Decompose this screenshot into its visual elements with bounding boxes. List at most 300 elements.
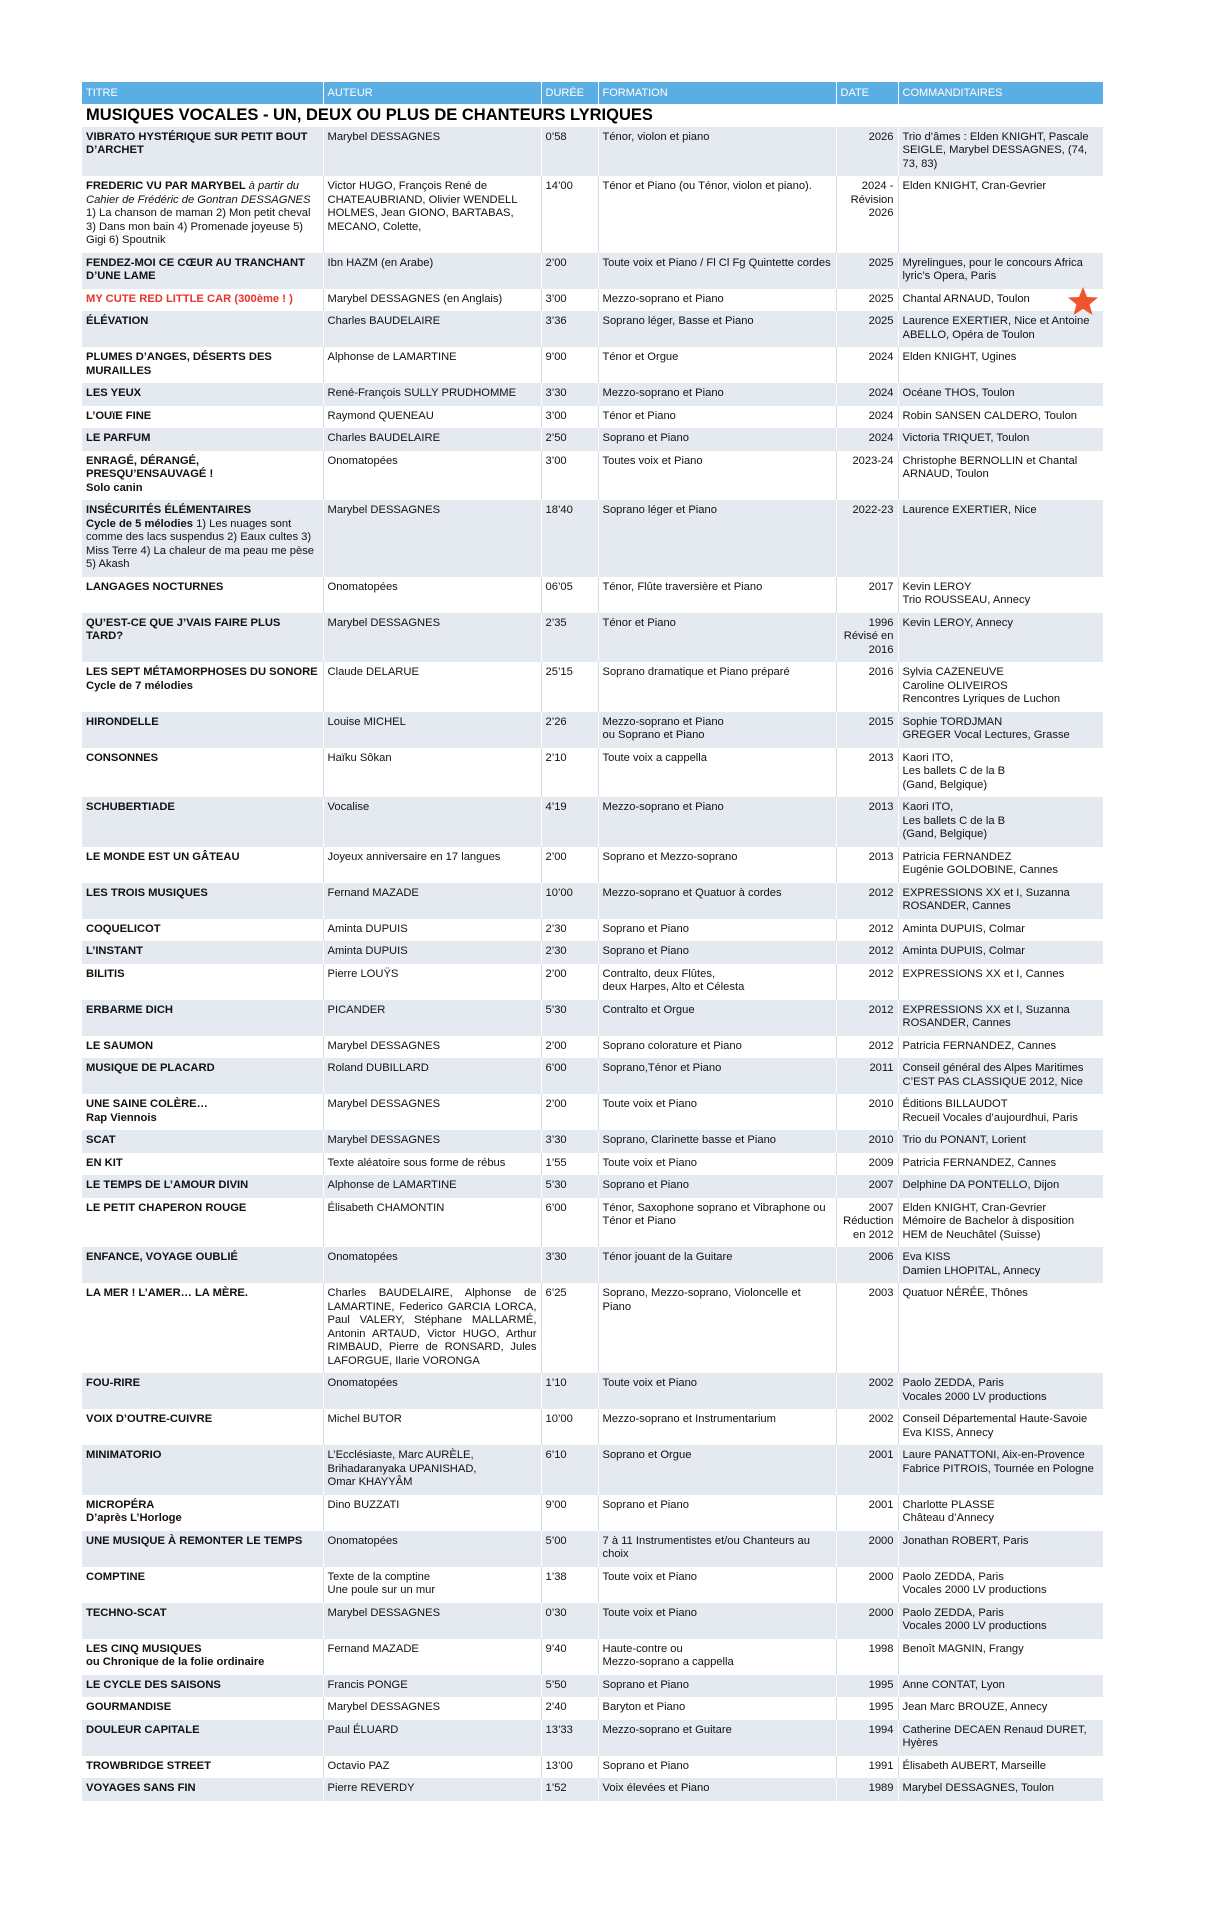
header-duree: DURÉE [541,82,598,104]
cell-commanditaires: Laurence EXERTIER, Nice [898,500,1103,577]
header-auteur: AUTEUR [323,82,541,104]
table-row [82,1697,1103,1720]
work-title: EN KIT [86,1156,123,1169]
table-row [82,1058,1103,1094]
cell-formation: Soprano et Piano [598,1675,836,1698]
table-row [82,1675,1103,1698]
cell-formation [598,712,836,748]
cell-commanditaires-line: GREGER Vocal Lectures, Grasse [902,729,1070,741]
cell-titre [82,712,323,748]
cell-auteur: Claude DELARUE [323,662,541,712]
cell-titre [82,347,323,383]
cell-auteur: Francis PONGE [323,1675,541,1698]
cell-auteur: Onomatopées [323,1247,541,1283]
cell-auteur [323,1445,541,1495]
cell-date: 2016 [836,662,898,712]
cell-date: 1996 Révisé en 2016 [836,613,898,663]
cell-duree: 3’00 [541,406,598,429]
cell-auteur: Charles BAUDELAIRE, Alphonse de LAMARTINE, Federico GARCIA LORCA, Paul VALERY, Stéphane MALLARMÉ, Antonin ARTAUD, Victor HUGO, Arthur RIMBAUD, Pierre de RONSARD, Jules LAFORGUE, Ilarie VORONGA [323,1283,541,1373]
table-row [82,1720,1103,1756]
work-subtitle: D’après L’Horloge [86,1512,182,1524]
cell-date: 2024 [836,347,898,383]
work-title: LE TEMPS DE L’AMOUR DIVIN [86,1179,249,1191]
cell-date: 2024 [836,406,898,429]
table-row [82,289,1103,312]
cell-formation: Voix élevées et Piano [598,1778,836,1801]
cell-duree: 6’00 [541,1058,598,1094]
cell-formation: Mezzo-soprano et Piano [598,797,836,847]
cell-titre [82,964,323,1000]
cell-date: 2002 [836,1409,898,1445]
cell-commanditaires-line: Éditions BILLAUDOT [902,1098,1008,1110]
cell-commanditaires-line: Kevin LEROY [902,580,972,593]
cell-date: 2000 [836,1567,898,1603]
cell-commanditaires-line: Fabrice PITROIS, Tournée en Pologne [902,1462,1094,1475]
section-title: MUSIQUES VOCALES - UN, DEUX OU PLUS DE CHANTEURS LYRIQUES [82,104,1103,127]
cell-titre [82,577,323,613]
cell-date: 2024 [836,383,898,406]
cell-formation: Toute voix et Piano / Fl Cl Fg Quintette cordes [598,253,836,289]
cell-titre [82,451,323,501]
cell-commanditaires-line: Laure PANATTONI, Aix-en-Provence [902,1449,1085,1461]
cell-duree: 10’00 [541,1409,598,1445]
cell-commanditaires [898,1373,1103,1409]
cell-commanditaires: EXPRESSIONS XX et I, Suzanna ROSANDER, Cannes [898,1000,1103,1036]
cell-formation-line: ou Soprano et Piano [602,729,705,741]
table-row [82,347,1103,383]
table-row [82,1247,1103,1283]
cell-auteur: Louise MICHEL [323,712,541,748]
cell-commanditaires-line: Vocales 2000 LV productions [902,1584,1047,1596]
cell-commanditaires: Trio du PONANT, Lorient [898,1130,1103,1153]
cell-titre [82,1756,323,1779]
cell-auteur: Marybel DESSAGNES (en Anglais) [323,289,541,312]
table-row [82,1756,1103,1779]
work-title: ENRAGÉ, DÉRANGÉ, PRESQU’ENSAUVAGÉ ! [86,454,214,480]
work-title-note: à partir du Cahier de Frédéric de Gontran DESSAGNES [86,180,311,206]
work-title: L’INSTANT [86,945,143,957]
cell-date: 2012 [836,964,898,1000]
table-row [82,311,1103,347]
cell-duree: 2’26 [541,712,598,748]
work-title: COMPTINE [86,1570,146,1583]
cell-formation: Soprano et Piano [598,428,836,451]
cell-formation: Toute voix et Piano [598,1094,836,1130]
cell-formation: Baryton et Piano [598,1697,836,1720]
work-title: GOURMANDISE [86,1701,172,1713]
table-body [82,104,1103,1801]
cell-auteur: Fernand MAZADE [323,1639,541,1675]
cell-formation: Soprano et Piano [598,919,836,942]
cell-commanditaires-line: Conseil Départemental Haute-Savoie [902,1413,1088,1425]
cell-auteur: Aminta DUPUIS [323,919,541,942]
cell-date: 2025 [836,253,898,289]
cell-titre [82,1567,323,1603]
cell-formation: Soprano dramatique et Piano préparé [598,662,836,712]
cell-auteur: Alphonse de LAMARTINE [323,1175,541,1198]
cell-commanditaires: Quatuor NÉRÉE, Thônes [898,1283,1103,1373]
table-row [82,941,1103,964]
cell-commanditaires [898,1198,1103,1248]
cell-auteur: Paul ÉLUARD [323,1720,541,1756]
cell-duree: 1’38 [541,1567,598,1603]
cell-auteur: Victor HUGO, François René de CHATEAUBRIAND, Olivier WENDELL HOLMES, Jean GIONO, BARTABAS, MECANO, Colette, [323,176,541,253]
cell-titre [82,406,323,429]
cell-auteur: Marybel DESSAGNES [323,613,541,663]
cell-date: 2002 [836,1373,898,1409]
cell-date: 2023-24 [836,451,898,501]
cell-commanditaires: Jean Marc BROUZE, Annecy [898,1697,1103,1720]
table-row [82,1531,1103,1567]
work-title: LES YEUX [86,387,142,399]
cell-auteur: Marybel DESSAGNES [323,1094,541,1130]
cell-commanditaires [898,847,1103,883]
work-title: LE PETIT CHAPERON ROUGE [86,1201,247,1214]
cell-formation: 7 à 11 Instrumentistes et/ou Chanteurs au choix [598,1531,836,1567]
work-title: UNE MUSIQUE À REMONTER LE TEMPS [86,1534,303,1547]
cell-formation: Ténor et Piano [598,613,836,663]
cell-commanditaires-line: Recueil Vocales d’aujourdhui, Paris [902,1111,1078,1124]
cell-duree: 1’55 [541,1153,598,1176]
cell-formation: Toute voix a cappella [598,748,836,798]
cell-commanditaires: Laurence EXERTIER, Nice et Antoine ABELLO, Opéra de Toulon [898,311,1103,347]
cell-date: 2003 [836,1283,898,1373]
cell-duree: 3’00 [541,289,598,312]
cell-commanditaires [898,1495,1103,1531]
cell-formation: Toute voix et Piano [598,1603,836,1639]
work-title: MY CUTE RED LITTLE CAR (300ème ! ) [86,292,293,305]
cell-auteur: Marybel DESSAGNES [323,500,541,577]
header-titre: TITRE [82,82,323,104]
table-row [82,1445,1103,1495]
cell-formation: Toute voix et Piano [598,1373,836,1409]
cell-duree: 2’35 [541,613,598,663]
cell-titre [82,311,323,347]
cell-duree: 2’00 [541,847,598,883]
works-table [82,82,1103,1801]
cell-titre [82,748,323,798]
table-row [82,1778,1103,1801]
cell-titre [82,289,323,312]
cell-date: 2024 [836,428,898,451]
cell-commanditaires-line: Caroline OLIVEIROS [902,679,1008,692]
cell-titre [82,1247,323,1283]
cell-duree: 25’15 [541,662,598,712]
cell-duree: 2’50 [541,428,598,451]
cell-auteur: Alphonse de LAMARTINE [323,347,541,383]
cell-commanditaires [898,748,1103,798]
work-title: CONSONNES [86,751,159,764]
cell-formation: Toute voix et Piano [598,1567,836,1603]
cell-titre [82,1175,323,1198]
cell-commanditaires-line: C’EST PAS CLASSIQUE 2012, Nice [902,1075,1084,1088]
work-title: SCAT [86,1134,116,1146]
cell-commanditaires-line: Conseil général des Alpes Maritimes [902,1062,1084,1074]
cell-commanditaires-line: Elden KNIGHT, Cran-Gevrier [902,1201,1047,1214]
cell-titre [82,176,323,253]
cell-formation-line: Mezzo-soprano et Piano [602,715,724,728]
cell-date: 2011 [836,1058,898,1094]
work-title: QU’EST-CE QUE J’VAIS FAIRE PLUS TARD? [86,616,281,642]
cell-auteur: Michel BUTOR [323,1409,541,1445]
cell-formation: Ténor et Piano [598,406,836,429]
cell-commanditaires [898,1247,1103,1283]
cell-auteur-line: L’Ecclésiaste, Marc AURÈLE, [327,1449,474,1461]
cell-date: 2013 [836,748,898,798]
cell-duree: 14’00 [541,176,598,253]
table-row [82,428,1103,451]
cell-date: 2015 [836,712,898,748]
cell-auteur: Marybel DESSAGNES [323,1130,541,1153]
cell-duree: 9’40 [541,1639,598,1675]
cell-date: 2012 [836,941,898,964]
cell-commanditaires: Patricia FERNANDEZ, Cannes [898,1153,1103,1176]
cell-auteur: Marybel DESSAGNES [323,1603,541,1639]
cell-duree: 6’10 [541,1445,598,1495]
cell-formation: Contralto et Orgue [598,1000,836,1036]
cell-auteur: Onomatopées [323,1373,541,1409]
table-row [82,797,1103,847]
cell-titre [82,919,323,942]
cell-commanditaires [898,712,1103,748]
cell-duree: 18’40 [541,500,598,577]
work-title: LE PARFUM [86,432,151,444]
work-title: LE MONDE EST UN GÂTEAU [86,850,240,863]
cell-formation: Soprano et Piano [598,1756,836,1779]
cell-auteur: Dino BUZZATI [323,1495,541,1531]
cell-titre [82,383,323,406]
cell-commanditaires-line: Château d’Annecy [902,1512,994,1524]
cell-titre [82,1495,323,1531]
table-row [82,383,1103,406]
cell-commanditaires-line: Paolo ZEDDA, Paris [902,1606,1004,1619]
cell-titre [82,1036,323,1059]
cell-duree: 9’00 [541,1495,598,1531]
cell-commanditaires-line: Les ballets C de la B [902,814,1006,827]
cell-commanditaires-line: Paolo ZEDDA, Paris [902,1570,1004,1583]
cell-titre [82,1283,323,1373]
work-title: FOU-RIRE [86,1377,141,1389]
work-title: INSÉCURITÉS ÉLÉMENTAIRES [86,504,252,516]
cell-commanditaires-line: Vocales 2000 LV productions [902,1620,1047,1632]
cell-auteur: Aminta DUPUIS [323,941,541,964]
header-row [82,82,1103,104]
work-title: VOIX D’OUTRE-CUIVRE [86,1413,213,1425]
work-title: UNE SAINE COLÈRE… [86,1098,208,1110]
cell-duree: 6’00 [541,1198,598,1248]
cell-titre [82,941,323,964]
cell-date: 2007 Réduction en 2012 [836,1198,898,1248]
cell-auteur: Marybel DESSAGNES [323,127,541,177]
table-row [82,127,1103,177]
cell-formation: Soprano, Mezzo-soprano, Violoncelle et Piano [598,1283,836,1373]
cell-date: 2007 [836,1175,898,1198]
cell-commanditaires [898,1094,1103,1130]
cell-commanditaires: Kevin LEROY, Annecy [898,613,1103,663]
cell-commanditaires: Aminta DUPUIS, Colmar [898,919,1103,942]
cell-commanditaires: Catherine DECAEN Renaud DURET, Hyères [898,1720,1103,1756]
cell-duree: 6’25 [541,1283,598,1373]
cell-commanditaires-line: Paolo ZEDDA, Paris [902,1377,1004,1389]
cell-formation: Soprano et Piano [598,941,836,964]
table-row [82,1175,1103,1198]
cell-titre [82,1778,323,1801]
cell-titre [82,1373,323,1409]
cell-commanditaires-line: Patricia FERNANDEZ [902,850,1012,863]
work-subtitle: Rap Viennois [86,1111,157,1124]
cell-titre [82,797,323,847]
work-title: FENDEZ-MOI CE CŒUR AU TRANCHANT D’UNE LAME [86,256,305,282]
cell-auteur: Raymond QUENEAU [323,406,541,429]
work-title: HIRONDELLE [86,715,159,728]
cell-commanditaires: EXPRESSIONS XX et I, Suzanna ROSANDER, Cannes [898,883,1103,919]
cell-auteur: René-François SULLY PRUDHOMME [323,383,541,406]
cell-date: 2022-23 [836,500,898,577]
cell-auteur: Octavio PAZ [323,1756,541,1779]
cell-commanditaires: Aminta DUPUIS, Colmar [898,941,1103,964]
cell-duree: 2’00 [541,1036,598,1059]
cell-duree: 4’19 [541,797,598,847]
cell-date: 2010 [836,1094,898,1130]
work-description: 1) La chanson de maman 2) Mon petit cheval 3) Dans mon bain 4) Promenade joyeuse 5) Gigi 6) Spoutnik [86,207,311,246]
cell-commanditaires: Jonathan ROBERT, Paris [898,1531,1103,1567]
cell-date: 2025 [836,289,898,312]
work-title: LES TROIS MUSIQUES [86,886,208,899]
cell-date: 2024 - Révision 2026 [836,176,898,253]
table-row [82,1639,1103,1675]
table-row [82,253,1103,289]
work-title: FREDERIC VU PAR MARYBEL [86,180,246,192]
cell-auteur: Vocalise [323,797,541,847]
table-row [82,748,1103,798]
cell-formation: Soprano et Mezzo-soprano [598,847,836,883]
cell-duree: 13’33 [541,1720,598,1756]
cell-date: 2013 [836,797,898,847]
cell-commanditaires: Delphine DA PONTELLO, Dijon [898,1175,1103,1198]
cell-titre [82,1153,323,1176]
cell-commanditaires-line: Mémoire de Bachelor à disposition [902,1215,1075,1227]
cell-auteur: Onomatopées [323,1531,541,1567]
cell-duree: 5’30 [541,1000,598,1036]
cell-duree: 3’30 [541,383,598,406]
cell-formation: Ténor, Saxophone soprano et Vibraphone ou Ténor et Piano [598,1198,836,1248]
cell-auteur: PICANDER [323,1000,541,1036]
cell-duree: 1’10 [541,1373,598,1409]
cell-titre [82,1531,323,1567]
table-row [82,500,1103,577]
cell-commanditaires-line: Sylvia CAZENEUVE [902,666,1004,678]
cell-titre [82,428,323,451]
cell-duree: 10’00 [541,883,598,919]
cell-commanditaires-line: Trio ROUSSEAU, Annecy [902,594,1031,606]
table-row [82,964,1103,1000]
cell-commanditaires: Patricia FERNANDEZ, Cannes [898,1036,1103,1059]
cell-auteur-line: Texte de la comptine [327,1570,431,1583]
cell-date: 1991 [836,1756,898,1779]
cell-formation: Soprano,Ténor et Piano [598,1058,836,1094]
table-row [82,1495,1103,1531]
cell-duree: 2’30 [541,919,598,942]
cell-commanditaires-line: Damien LHOPITAL, Annecy [902,1264,1041,1277]
catalog-sheet [82,82,1103,1801]
work-title: LE SAUMON [86,1039,154,1052]
cell-commanditaires [898,1058,1103,1094]
cell-commanditaires: Chantal ARNAUD, Toulon [898,289,1103,312]
cell-formation [598,1639,836,1675]
cell-titre [82,1603,323,1639]
work-title: TROWBRIDGE STREET [86,1759,211,1772]
work-title: COQUELICOT [86,922,161,935]
table-row [82,1373,1103,1409]
cell-commanditaires: Élisabeth AUBERT, Marseille [898,1756,1103,1779]
work-title: MINIMATORIO [86,1449,162,1461]
table-row [82,451,1103,501]
table-row [82,1409,1103,1445]
table-row [82,577,1103,613]
cell-titre [82,1058,323,1094]
cell-commanditaires: Océane THOS, Toulon [898,383,1103,406]
work-title: LES CINQ MUSIQUES [86,1642,202,1655]
cell-commanditaires-line: Charlotte PLASSE [902,1498,995,1511]
cell-commanditaires-line: Vocales 2000 LV productions [902,1390,1047,1403]
cell-date: 1989 [836,1778,898,1801]
cell-commanditaires: Robin SANSEN CALDERO, Toulon [898,406,1103,429]
table-row [82,1567,1103,1603]
cell-auteur: Onomatopées [323,577,541,613]
cell-auteur [323,1567,541,1603]
cell-formation: Ténor jouant de la Guitare [598,1247,836,1283]
table-row [82,919,1103,942]
cell-auteur: Ibn HAZM (en Arabe) [323,253,541,289]
table-row [82,1130,1103,1153]
table-row [82,1094,1103,1130]
cell-titre [82,1130,323,1153]
header-formation: FORMATION [598,82,836,104]
work-title: PLUMES D’ANGES, DÉSERTS DES MURAILLES [86,351,272,377]
header-commanditaires: COMMANDITAIRES [898,82,1103,104]
work-subtitle: Solo canin [86,481,143,494]
cell-date: 2009 [836,1153,898,1176]
cell-duree: 1’52 [541,1778,598,1801]
cell-commanditaires-line: (Gand, Belgique) [902,778,988,791]
cell-auteur: Pierre REVERDY [323,1778,541,1801]
work-title: DOULEUR CAPITALE [86,1723,200,1736]
table-row [82,662,1103,712]
cell-duree: 2’00 [541,1094,598,1130]
work-title: BILITIS [86,967,125,980]
cell-auteur: Marybel DESSAGNES [323,1036,541,1059]
cell-titre [82,1000,323,1036]
table-row [82,847,1103,883]
cell-duree: 2’30 [541,941,598,964]
cell-duree: 2’00 [541,964,598,1000]
table-row [82,406,1103,429]
work-title: TECHNO-SCAT [86,1606,167,1619]
cell-duree: 3’00 [541,451,598,501]
cell-formation: Mezzo-soprano et Instrumentarium [598,1409,836,1445]
cell-titre [82,847,323,883]
work-title: ERBARME DICH [86,1003,174,1016]
cell-commanditaires: Christophe BERNOLLIN et Chantal ARNAUD, Toulon [898,451,1103,501]
cell-commanditaires: EXPRESSIONS XX et I, Cannes [898,964,1103,1000]
cell-auteur: Fernand MAZADE [323,883,541,919]
cell-formation: Mezzo-soprano et Piano [598,289,836,312]
table-row [82,883,1103,919]
cell-commanditaires [898,577,1103,613]
cell-auteur-line: Omar KHAYYÂM [327,1476,413,1488]
cell-commanditaires [898,1567,1103,1603]
cell-duree: 0’58 [541,127,598,177]
